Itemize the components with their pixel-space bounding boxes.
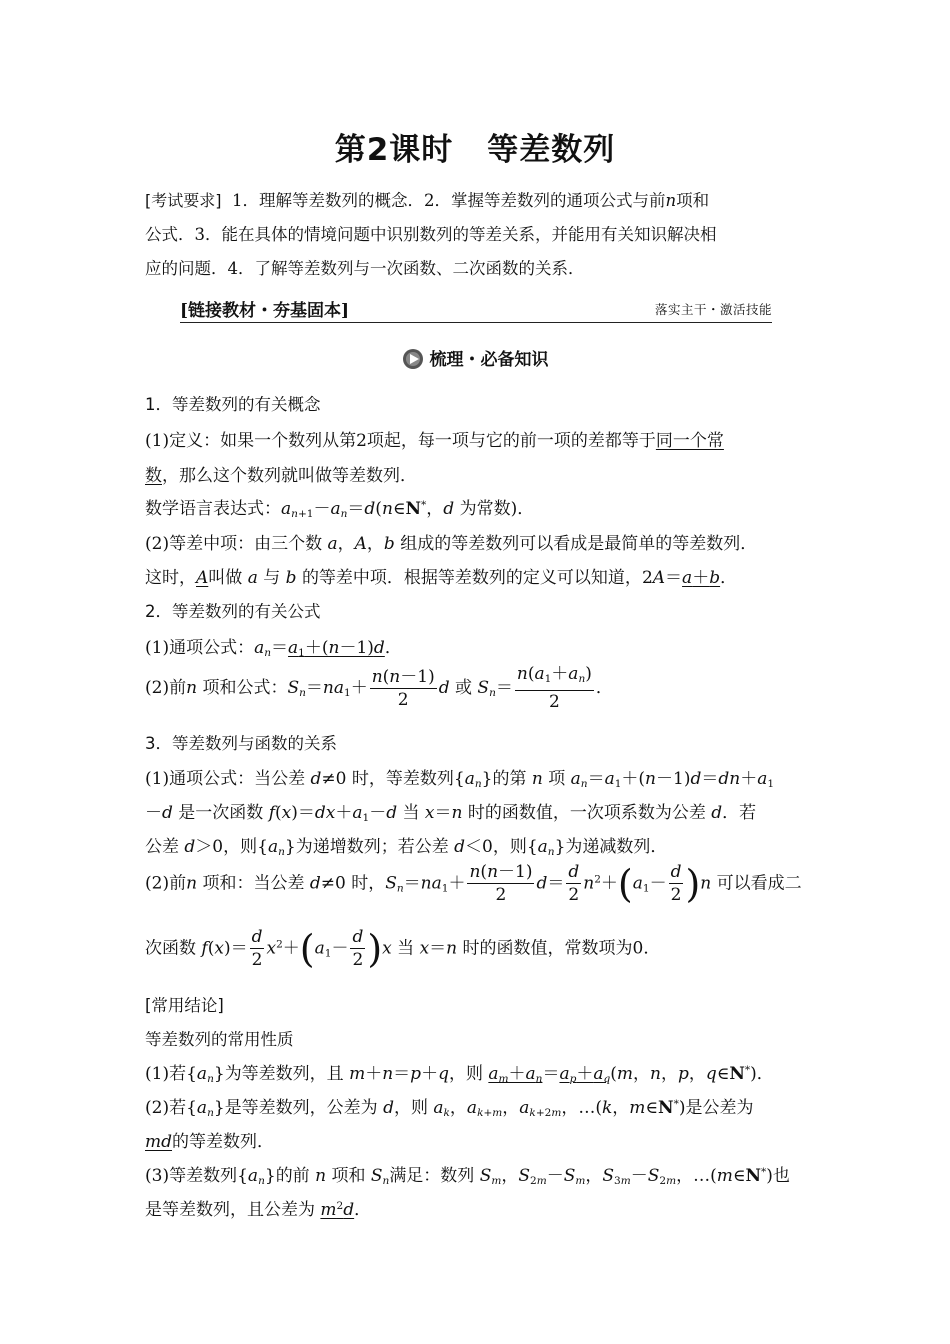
subsection-heading: 梳理・必备知识	[0, 345, 950, 370]
conclusion-heading: 等差数列的常用性质	[145, 1030, 294, 1049]
section-1-heading: 1．等差数列的有关概念	[145, 395, 321, 414]
banner-subtitle: 落实主干・激活技能	[654, 302, 772, 317]
function-relation-line-3: 公差 d＞0，则$\{a_n\}$为递增数列；若公差 d＜0，则$\{a_n\}$为递减数列．	[145, 837, 668, 859]
banner-title: [链接教材・夯基固本]	[180, 301, 350, 321]
requirements-tag: [考试要求]	[145, 191, 222, 210]
section-2-heading: 2．等差数列的有关公式	[145, 602, 321, 621]
property-3-line-2: 是等差数列，且公差为 $m^2d$．	[145, 1200, 372, 1220]
definition-line: (1)定义：如果一个数列从第2项起，每一项与它的前一项的差都等于同一个常	[145, 431, 724, 451]
exam-requirements: [考试要求] 1．理解等差数列的概念．2．掌握等差数列的通项公式与前n项和 公式．3．能在具体的情境问题中识别数列的等差关系，并能用有关知识解决相 应的问题．4．了解等差数列与一次函数、二次函数的关系．	[145, 191, 717, 278]
property-3: (3)等差数列$\{a_n\}$的前 n 项和 $S_n$满足：数列 $S_m$，$S_{2m}-S_m$，$S_{3m}-S_{2m}$，…(m∈N*)也	[145, 1166, 790, 1188]
property-1: (1)若$\{a_n\}$为等差数列，且 m＋n＝p＋q，则 $a_m+a_n=a_p+a_q(m$，n，p，q∈N*)．	[145, 1064, 774, 1086]
property-2-line-2: md的等差数列．	[145, 1132, 275, 1152]
middle-term-line: (2)等差中项：由三个数 a，A，b 组成的等差数列可以看成是最简单的等差数列．	[145, 534, 758, 554]
section-3-heading: 3．等差数列与函数的关系	[145, 734, 337, 753]
sum-formula: (2)前n 项和公式：$S_n=na_1+$ $\frac{n(n-1)}{2}$ d 或 $S_n=$ $\frac{n(a_1+a_n)}{2}$ ．	[145, 664, 613, 713]
sum-function-line-2: 次函数 f(x)＝ $\frac{d}{2}$ $x^2+(a_1-$ $\frac{d}{2}$ )x 当 x＝n 时的函数值，常数项为0．	[145, 927, 661, 971]
middle-term-line-2: 这时，A叫做 a 与 b 的等差中项．根据等差数列的定义可以知道，2A＝a＋b．	[145, 568, 738, 588]
general-term-formula: (1)通项公式：$a_n=a_1+(n-1)d$．	[145, 638, 402, 660]
play-icon	[402, 348, 424, 370]
property-2: (2)若$\{a_n\}$是等差数列，公差为 d，则 $a_k$，$a_{k+m}$，$a_{k+2m}$，…(k，m∈N*)是公差为	[145, 1098, 754, 1120]
function-relation-line-2: －d 是一次函数 $f(x)=dx+a_1-d$ 当 x＝n 时的函数值，一次项系数为公差 d．若	[145, 803, 757, 825]
page-title: 第2课时 等差数列	[334, 132, 616, 168]
math-expression-line: 数学语言表达式：$a_{n+1}-a_n=d(n\in N^*$，d 为常数)．	[145, 499, 535, 521]
section-banner	[180, 296, 772, 323]
conclusion-tag: [常用结论]	[145, 996, 224, 1015]
function-relation-line-1: (1)通项公式：当公差 d≠0 时，等差数列$\{a_n\}$的第 n 项 $a_n=a_1+(n-1)d=dn+a_1$	[145, 769, 775, 791]
sum-function-line-1: (2)前n 项和：当公差 d≠0 时，$S_n=na_1+$ $\frac{n(n-1)}{2}$ d＝ $\frac{d}{2}$ $n^2+(a_1-$ $\frac{d}{2}$ )n 可以看成二	[145, 862, 802, 906]
definition-line-2: 数，那么这个数列就叫做等差数列．	[145, 466, 417, 486]
